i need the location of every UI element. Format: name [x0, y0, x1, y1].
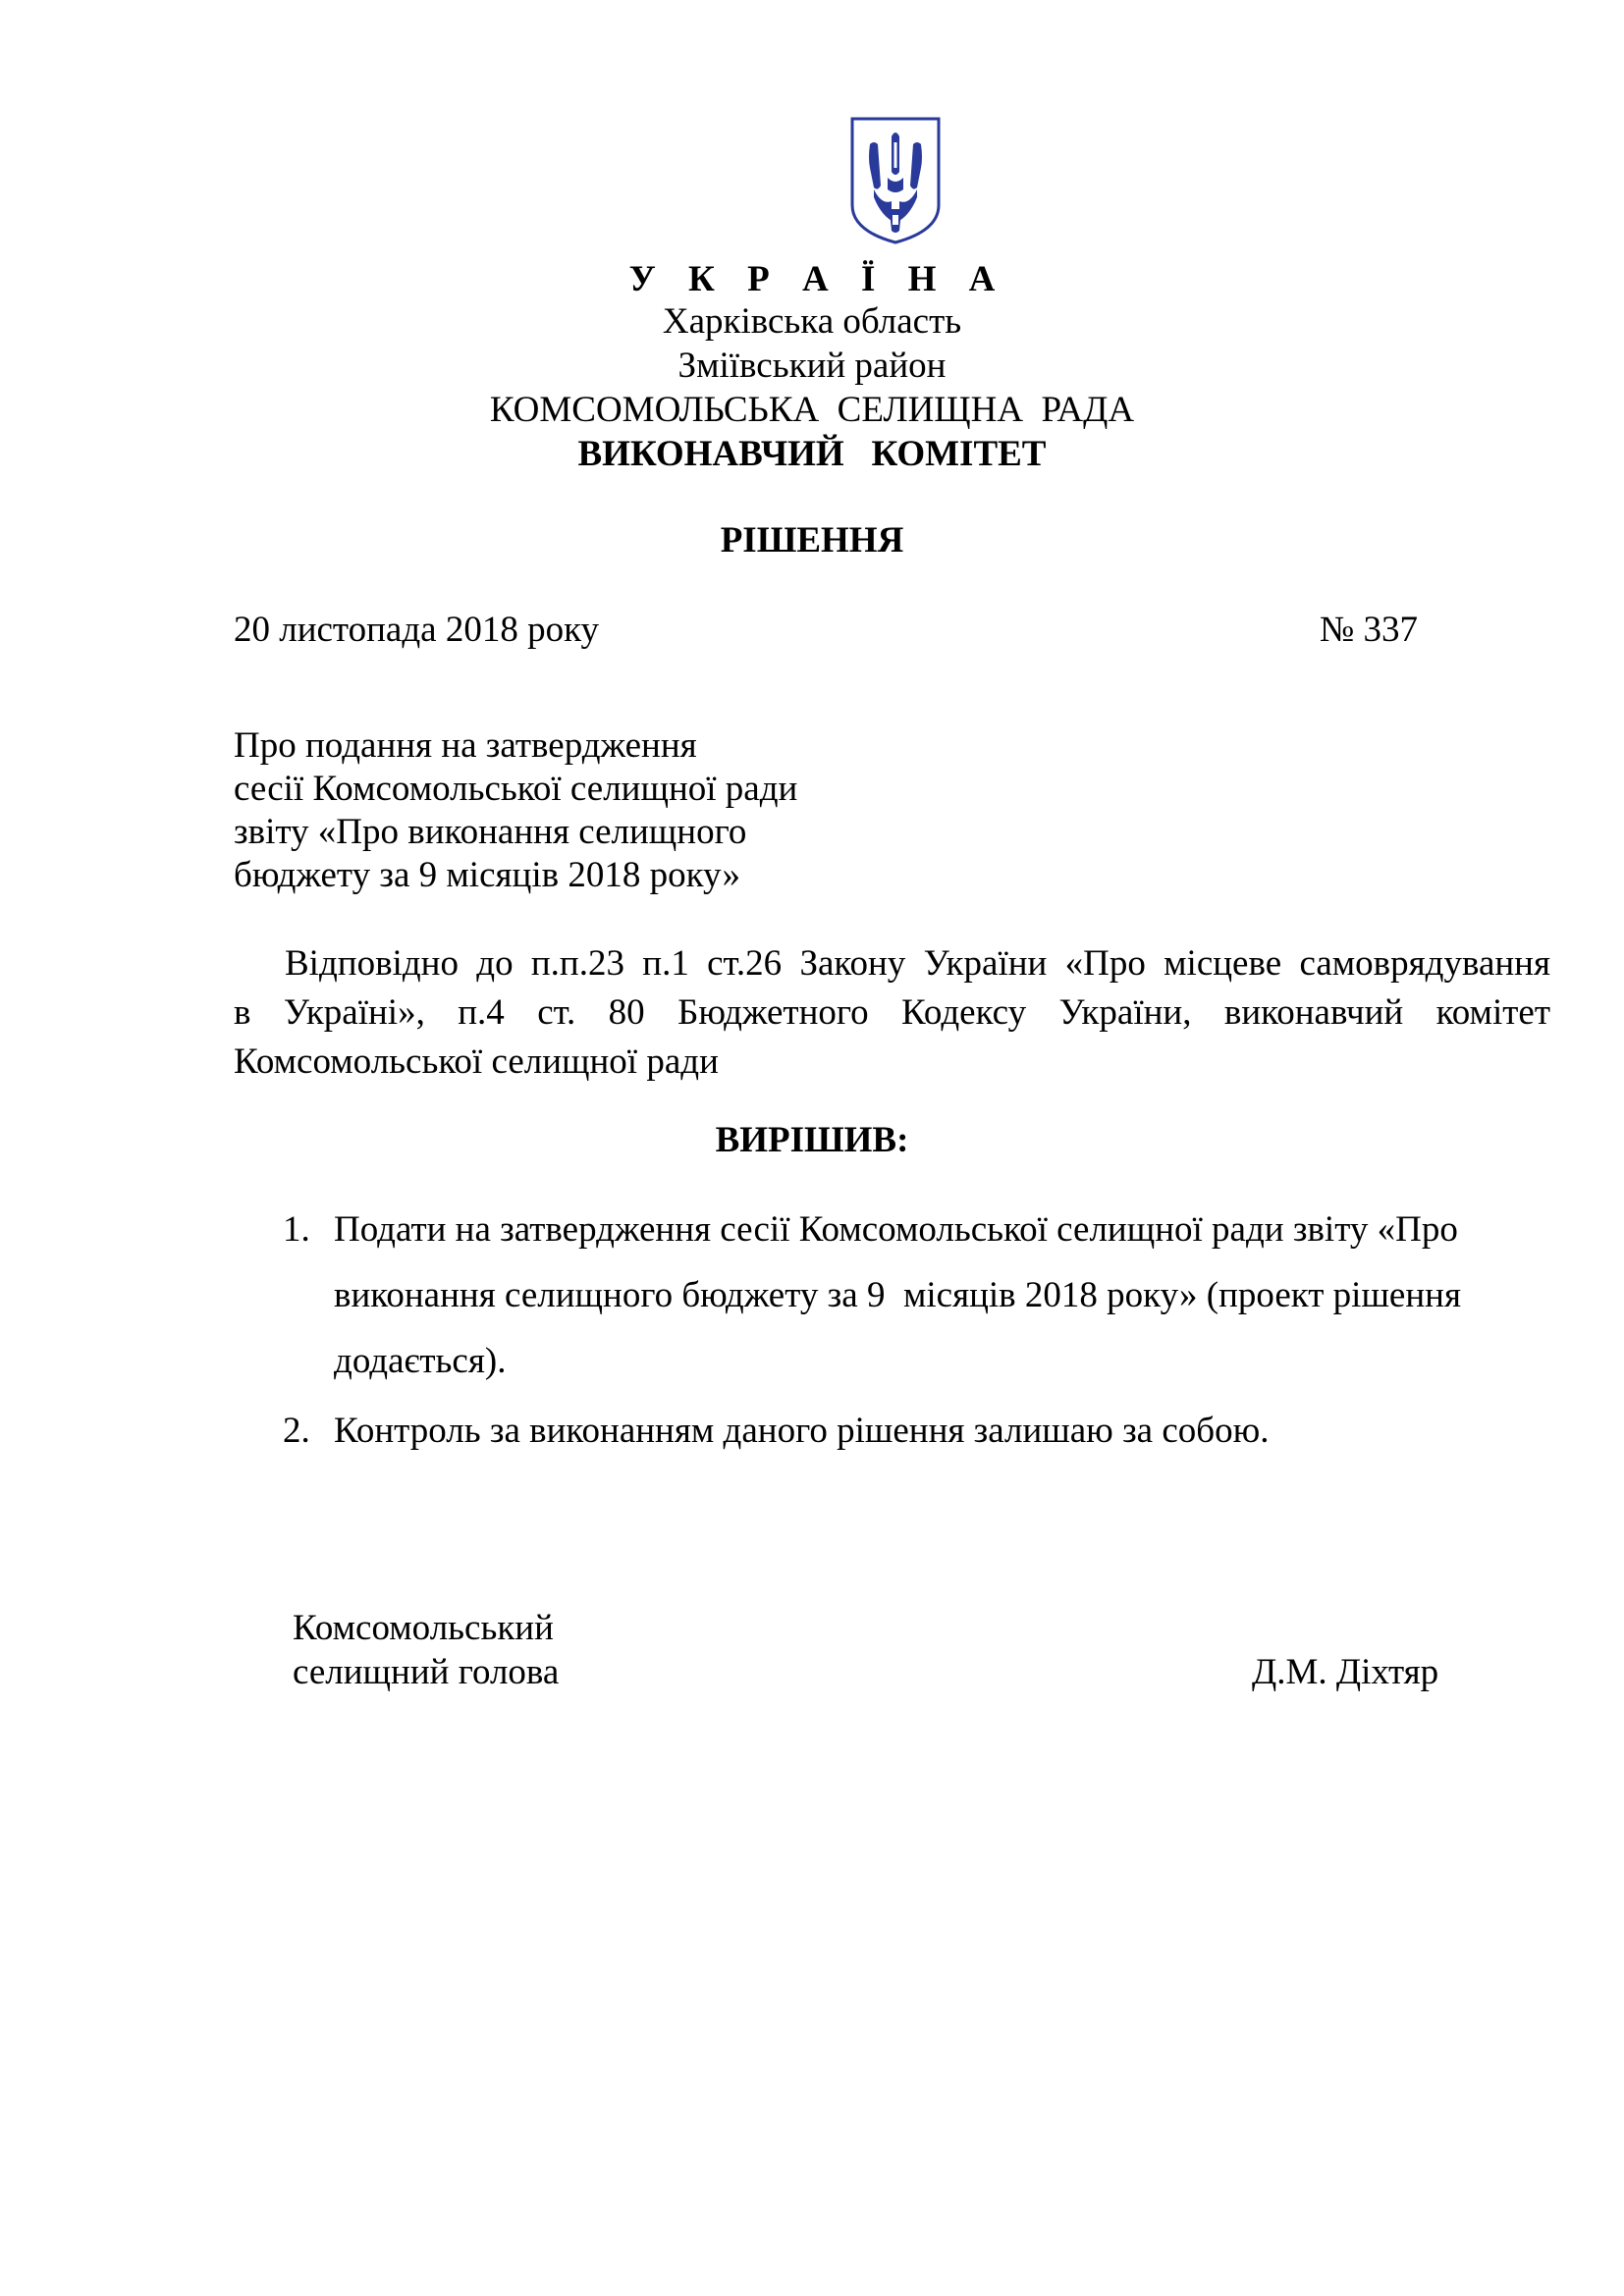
document-subject	[234, 724, 797, 897]
preamble-line: Комсомольської селищної ради	[234, 1041, 719, 1082]
item-text-line: Подати на затвердження сесії Комсомольської селищної ради звіту «Про	[334, 1209, 1458, 1250]
subject-line: сесії Комсомольської селищної ради	[234, 769, 798, 809]
header-oblast: Харківська область	[662, 301, 962, 342]
header-district: Зміївський район	[677, 346, 947, 386]
item-number: 1.	[283, 1209, 310, 1250]
header-country: У К Р А Ї Н А	[628, 259, 1007, 299]
item-text-line: Контроль за виконанням даного рішення залишаю за собою.	[334, 1411, 1270, 1451]
document-number: № 337	[1320, 610, 1419, 650]
subject-line: бюджету за 9 місяців 2018 року»	[234, 855, 740, 895]
header-committee: ВИКОНАВЧИЙ КОМІТЕТ	[577, 434, 1047, 474]
signature-title: селищний голова	[293, 1652, 560, 1692]
signature-title: Комсомольський	[293, 1608, 554, 1648]
document-date: 20 листопада 2018 року	[234, 610, 600, 650]
item-text-line: додається).	[334, 1341, 507, 1381]
item-number: 2.	[283, 1411, 310, 1451]
decided-heading: ВИРІШИВ:	[715, 1120, 909, 1160]
preamble-line: Відповідно до п.п.23 п.1 ст.26 Закону України «Про місцеве самоврядування	[285, 943, 1550, 984]
header-council: КОМСОМОЛЬСЬКА СЕЛИЩНА РАДА	[489, 390, 1135, 430]
coat-of-arms-icon	[848, 115, 943, 246]
subject-line: звіту «Про виконання селищного	[234, 812, 747, 852]
subject-line: Про подання на затвердження	[234, 725, 697, 766]
preamble	[234, 939, 1550, 1087]
signature-name: Д.М. Діхтяр	[1252, 1652, 1439, 1692]
preamble-line: в Україні», п.4 ст. 80 Бюджетного Кодексу України, виконавчий комітет	[234, 992, 1550, 1033]
item-text-line: виконання селищного бюджету за 9 місяців 2018 року» (проект рішення	[334, 1275, 1461, 1315]
document-type: РІШЕННЯ	[720, 520, 904, 561]
